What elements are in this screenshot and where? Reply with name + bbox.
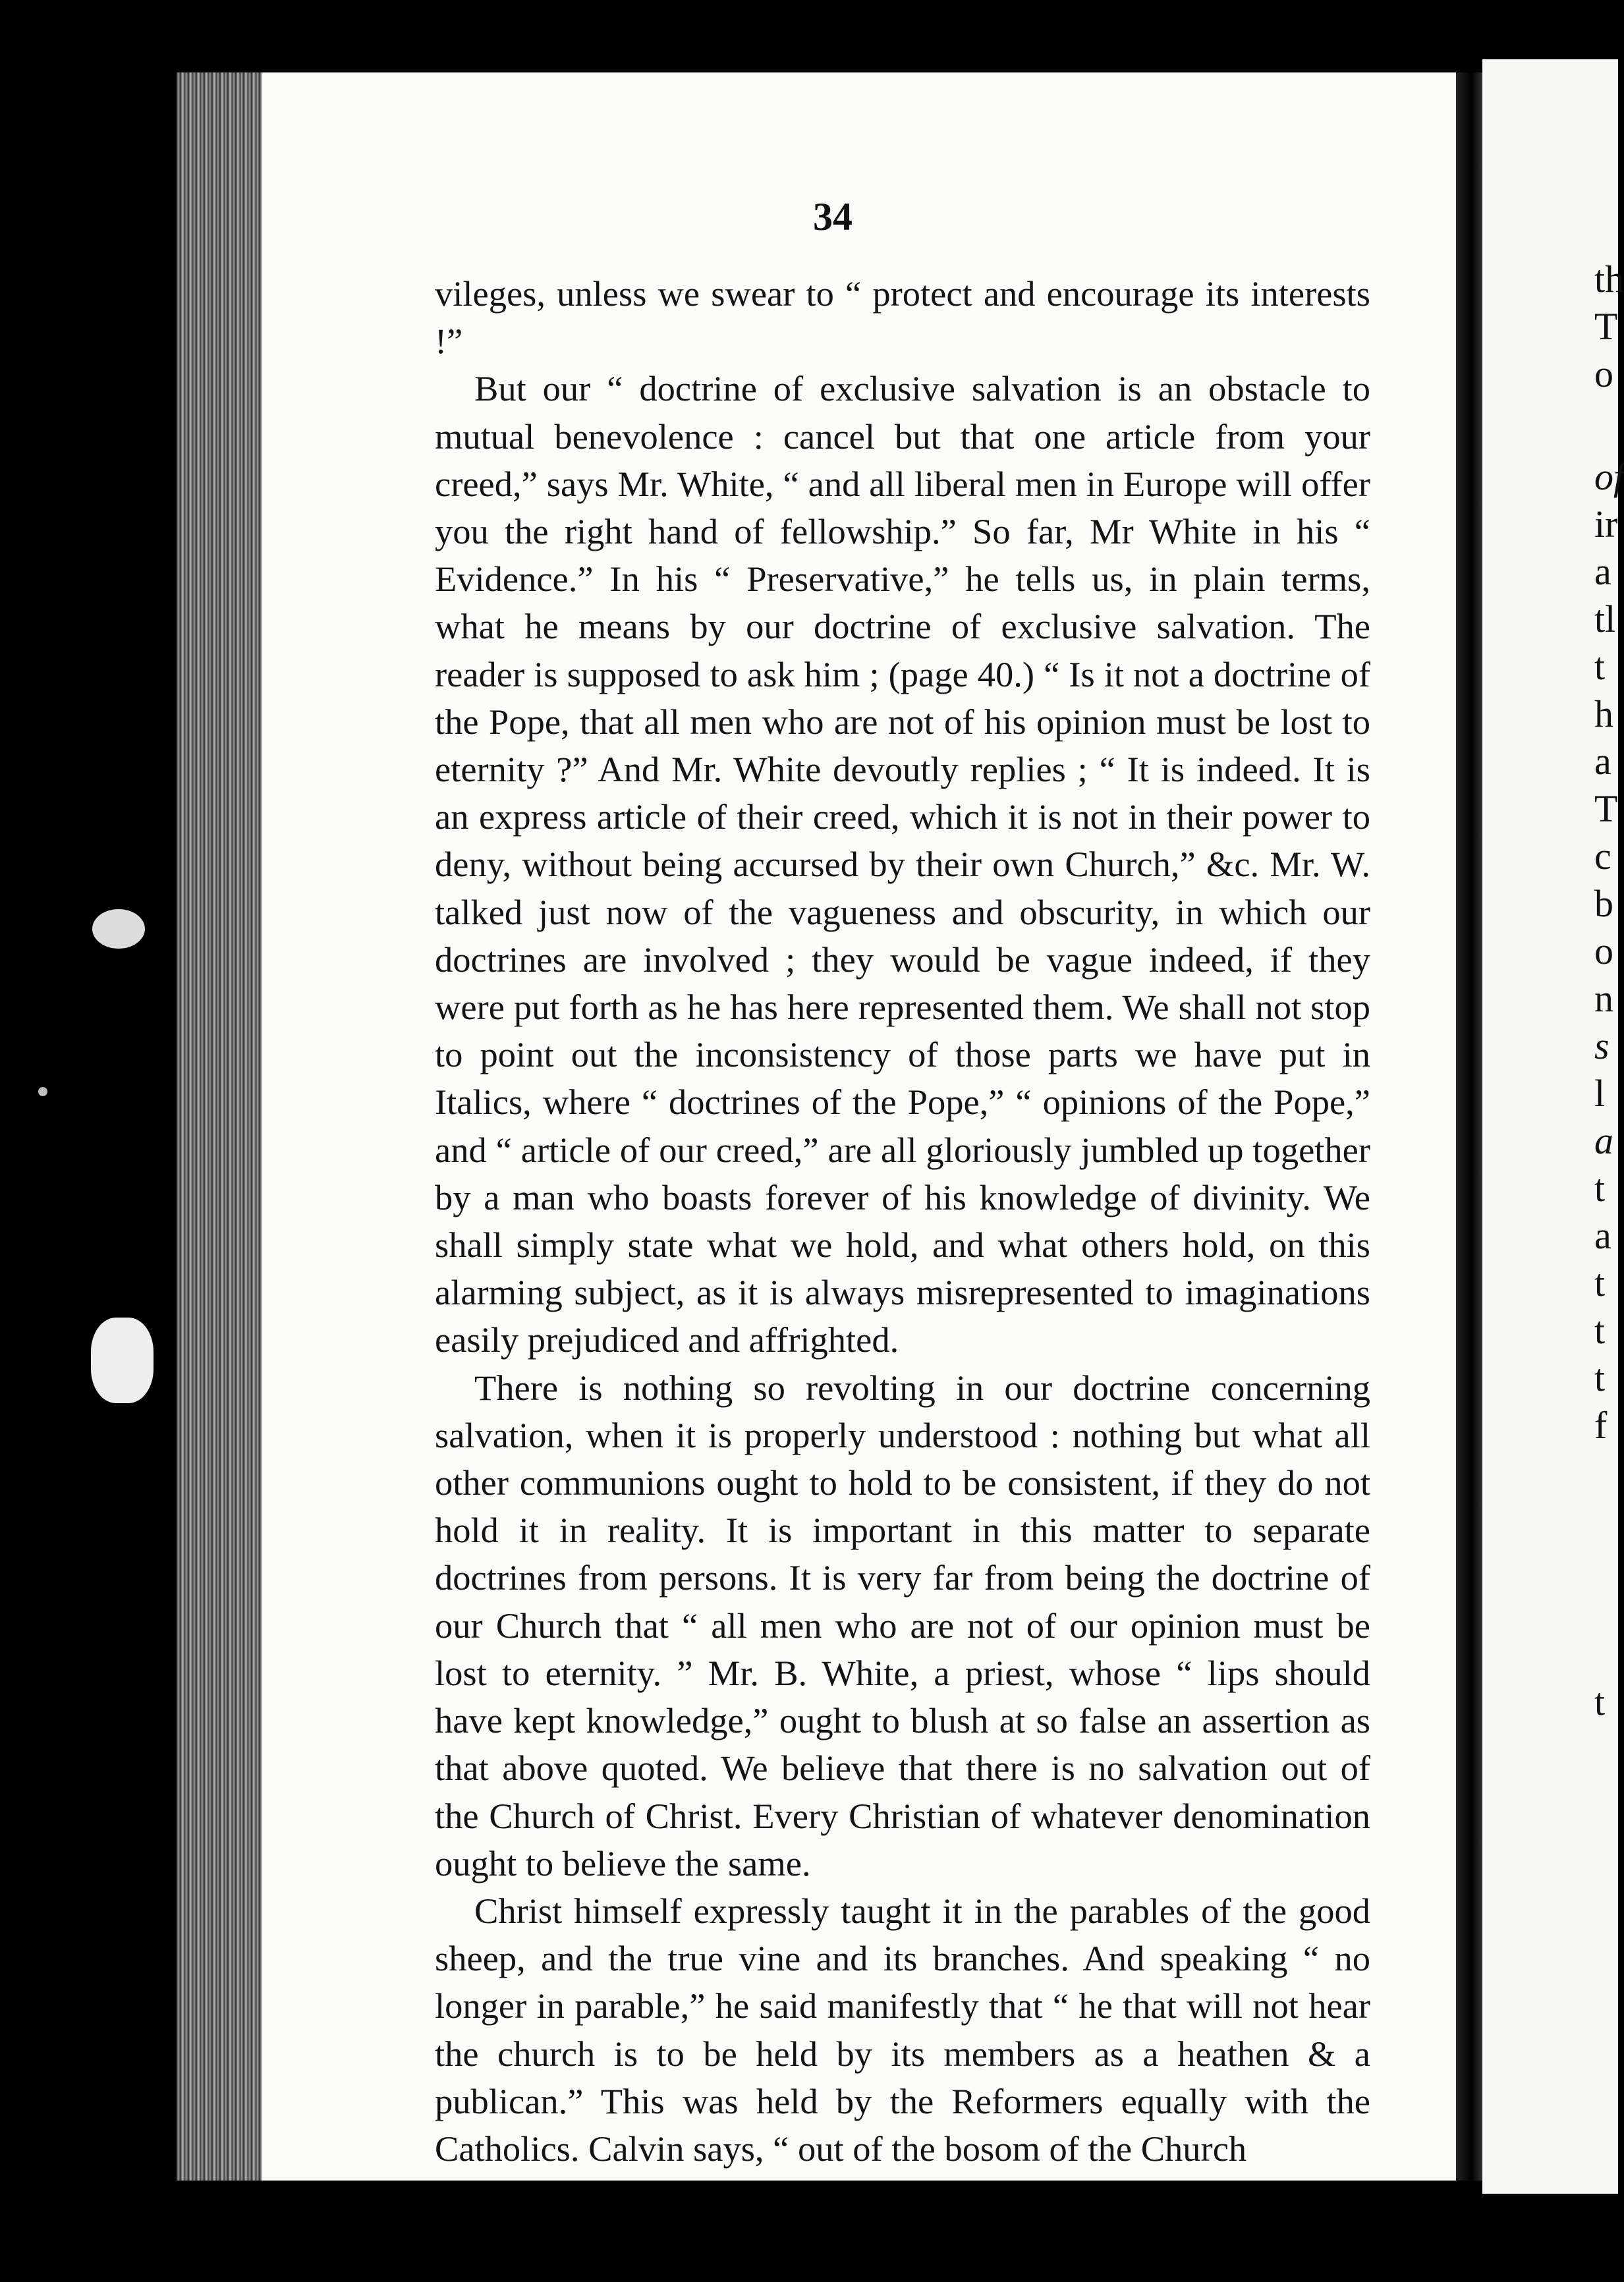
- adjacent-fragment: t: [1594, 1681, 1606, 1723]
- adjacent-fragment: a: [1594, 550, 1611, 593]
- adjacent-fragment: t: [1594, 1356, 1606, 1399]
- adjacent-fragment: n: [1594, 977, 1613, 1020]
- adjacent-fragment: h: [1594, 692, 1613, 735]
- body-text: [435, 270, 1370, 2173]
- adjacent-fragment: t: [1594, 1309, 1606, 1352]
- adjacent-fragment: f: [1594, 1404, 1608, 1447]
- adjacent-fragment: a: [1594, 1119, 1613, 1162]
- paragraph-2: But our “ doctrine of exclusive salvation is an obstacle to mutual benevolence : cancel but that one article from your creed,” says Mr. White, “ and all liberal men in Europe will offer you the right hand of fellowship.” So far, Mr White in his “ Evidence.” In his “ Preservative,” he tells us, in plain terms, what he means by our doctrine of exclusive salvation. The reader is supposed to ask him ; (page 40.) “ Is it not a doctrine of the Pope, that all men who are not of his opinion must be lost to eternity ?” And Mr. White devoutly replies ; “ It is indeed. It is an express article of their creed, which it is not in their power to deny, without being accursed by their own Church,” &c. Mr. W. talked just now of the vagueness and obscurity, in which our doctrines are involved ; they would be vague indeed, if they were put forth as he has here represented them. We shall not stop to point out the inconsistency of those parts we have put in Italics, where “ doctrines of the Pope,” “ opinions of the Pope,” and “ article of our creed,” are all gloriously jumbled up together by a man who boasts forever of his knowledge of divinity. We shall simply state what we hold, and what others hold, on this alarming subject, as it is always misrepresented to imaginations easily prejudiced and affrighted.: [435, 368, 1370, 1360]
- adjacent-fragment: ir: [1594, 503, 1618, 545]
- adjacent-fragment: c: [1594, 835, 1611, 877]
- book-page: [262, 72, 1456, 2181]
- adjacent-fragment: th: [1594, 258, 1624, 300]
- adjacent-fragment: tl: [1594, 598, 1616, 640]
- book-gutter: [1456, 72, 1482, 2181]
- adjacent-fragment: t: [1594, 1262, 1606, 1304]
- adjacent-fragment: l: [1594, 1072, 1606, 1115]
- scan-speck: [91, 1318, 154, 1403]
- adjacent-fragment: t: [1594, 1167, 1606, 1210]
- adjacent-fragment: T: [1594, 787, 1618, 830]
- scan-speck: [92, 909, 145, 949]
- adjacent-fragment: of: [1594, 455, 1624, 498]
- adjacent-fragment: a: [1594, 740, 1611, 783]
- paragraph-1: vileges, unless we swear to “ protect and encourage its interests !”: [435, 273, 1370, 362]
- adjacent-fragment: b: [1594, 882, 1613, 925]
- paragraph-4: Christ himself expressly taught it in the parables of the good sheep, and the true vine and its branches. And speaking “ no longer in parable,” he said manifestly that “ he that will not hear the church is to be held by its members as a heathen & a publican.” This was held by the Reformers equally with the Catholics. Calvin says, “ out of the bosom of the Church: [435, 1890, 1370, 2169]
- adjacent-fragment: s: [1594, 1024, 1610, 1067]
- adjacent-page: [1482, 59, 1624, 2194]
- adjacent-fragment: t: [1594, 645, 1606, 688]
- adjacent-fragment: a: [1594, 1214, 1611, 1257]
- adjacent-fragment: o: [1594, 930, 1613, 972]
- page-edges: [177, 72, 262, 2181]
- page-number: 34: [813, 195, 853, 238]
- scan-speck: [38, 1087, 47, 1096]
- adjacent-fragment: T: [1594, 305, 1618, 348]
- paragraph-3: There is nothing so revolting in our doctrine concerning salvation, when it is properly understood : nothing but what all other communions ought to hold to be consistent, if they do not hold it in reality. It is important in this matter to separate doctrines from persons. It is very far from being the doctrine of our Church that “ all men who are not of our opinion must be lost to eternity. ” Mr. B. White, a priest, whose “ lips should have kept knowledge,” ought to blush at so false an assertion as that above quoted. We believe that there is no salvation out of the Church of Christ. Every Christian of whatever denomination ought to believe the same.: [435, 1367, 1370, 1883]
- adjacent-fragment: o: [1594, 352, 1613, 395]
